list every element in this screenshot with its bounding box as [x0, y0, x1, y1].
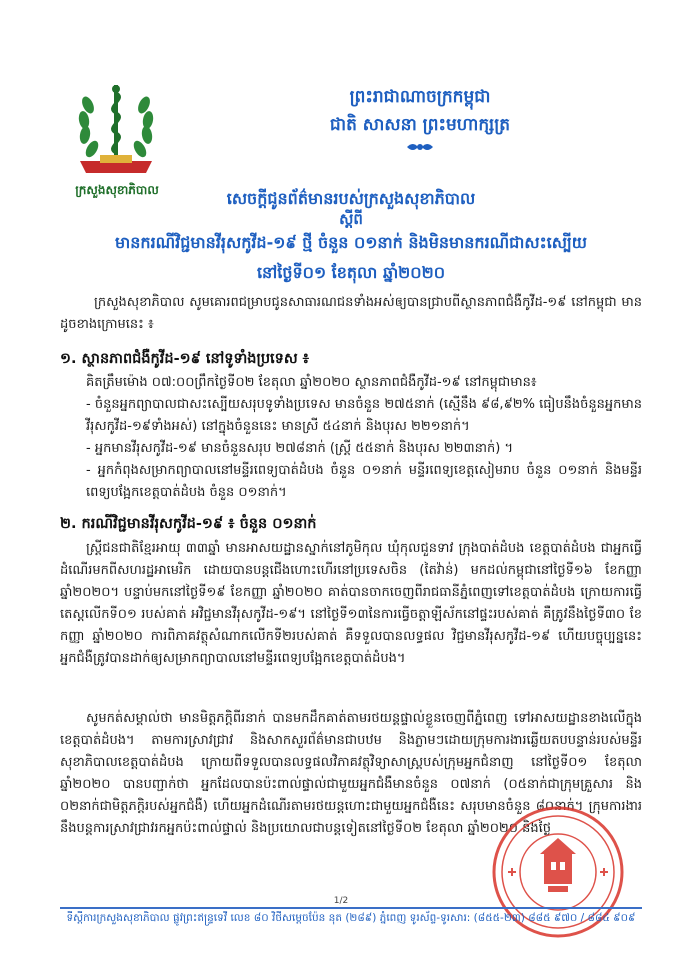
announcement-subject: មានករណីវិជ្ជមានវីរុសកូវីដ-១៩ ថ្មី ចំនួន ០១នាក់ និងមិនមានករណីជាសះស្បើយ	[115, 233, 587, 252]
national-motto: ជាតិ សាសនា ព្រះមហាក្សត្រ	[329, 115, 511, 135]
footer-address: ទីស្តីការក្រសួងសុខាភិបាល ផ្លូវព្រះឥន្ទ្រទេវី លេខ ៨០ វិថីសម្ដេចប៉ែន នុត (២៨៩) ភ្នំពេញ ទូរស័ព្ទ-ទូរសារ: (៨៥៥-២៣) ៨៨៥ ៩៧០ / ៨៨៤ ៩០៩	[66, 912, 636, 924]
section-2-paragraph-1: ស្ត្រីជនជាតិខ្មែរអាយុ ៣៣ឆ្នាំ មានអាសយដ្ឋានស្នាក់នៅភូមិកុល ឃុំកុលជួនទាវ ក្រុងបាត់ដំបង ខេត្តបាត់ដំបង ជាអ្នកធ្វើដំណើរមកពីសហរដ្ឋអាមេរិក ដោយបានបន្តជើងហោះហើរនៅប្រទេសចិន (តៃវ៉ាន់) មកដល់កម្ពុជានៅថ្ងៃទី១៦ ខែកញ្ញា ឆ្នាំ២០២០។ បន្ទាប់មកនៅថ្ងៃទី១៩ ខែកញ្ញា ឆ្នាំ២០២០ គាត់បានចាកចេញពីរាជធានីភ្នំពេញទៅខេត្តបាត់ដំបង ក្រោយការធ្វើតេស្តលើកទី០១ របស់គាត់ អវិជ្ជមានវីរុសកូវីដ-១៩។ នៅថ្ងៃទី១៣នៃការធ្វើចត្តាឡីស័កនៅផ្ទះរបស់គាត់ គឺត្រូវនឹងថ្ងៃទី៣០ ខែកញ្ញា ឆ្នាំ២០២០ ការពិភាគវត្ថុសំណាកលើកទី២របស់គាត់ គឺទទួលបានលទ្ធផល វិជ្ជមានវីរុសកូវីដ-១៩ ហើយបច្ចុប្បន្ននេះ អ្នកជំងឺត្រូវបានដាក់ឲ្យសម្រាកព្យាបាលនៅមន្ទីរពេទ្យបង្អែកខេត្តបាត់ដំបង។	[60, 541, 642, 666]
page-number: 1/2	[333, 896, 349, 906]
kingdom-heading: ព្រះរាជាណាចក្រកម្ពុជា	[349, 87, 491, 107]
section-1-bullet-total: - អ្នកមានវីរុសកូវីដ-១៩ មានចំនួនសរុប ២៧៨នាក់ (ស្ត្រី ៥៥នាក់ និងបុរស ២២៣នាក់) ។	[86, 441, 514, 456]
ministry-name: ក្រសួងសុខាភិបាល	[75, 183, 159, 197]
section-1-heading: ១. ស្ថានភាពជំងឺកូវីដ-១៩ នៅទូទាំងប្រទេស ៖	[60, 351, 310, 367]
section-2-heading: ២. ករណីវិជ្ជមានវីរុសកូវីដ-១៩ ៖ ចំនួន ០១នាក់	[60, 516, 317, 532]
announcement-title: សេចក្ដីជូនព័ត៌មានរបស់ក្រសួងសុខាភិបាល	[226, 189, 476, 208]
ministry-logo	[70, 75, 162, 183]
announcement-subject-label: ស្ដីពី	[339, 210, 363, 228]
footer-divider	[60, 907, 642, 909]
section-2-paragraph-2: សូមកត់សម្គាល់ថា មានមិត្តភក្តិពីរនាក់ បានមកដឹកគាត់តាមរថយន្តផ្ទាល់ខ្លួនចេញពីភ្នំពេញ ទៅអាសយដ្ឋានខាងលើក្នុងខេត្តបាត់ដំបង។ តាមការស្រាវជ្រាវ និងសាកសួរព័ត៌មានជាបឋម និងភ្លាមៗដោយក្រុមការងារឆ្លើយតបបន្ទាន់របស់មន្ទីរសុខាភិបាលខេត្តបាត់ដំបង ក្រោយពីទទួលបានលទ្ធផលវិភាគវត្ថុវិទ្យាសាស្ត្របស់ក្រុមអ្នកជំនាញ នៅថ្ងៃទី០១ ខែតុលា ឆ្នាំ២០២០ បានបញ្ជាក់ថា អ្នកដែលបានប៉ះពាល់ផ្ទាល់ជាមួយអ្នកជំងឺមានចំនួន ០៧នាក់ (០៥នាក់ជាក្រុមគ្រួសារ និង ០២នាក់ជាមិត្តភក្តិរបស់អ្នកជំងឺ) ហើយអ្នកដំណើរតាមរថយន្តហោះជាមួយអ្នកជំងឺនេះ សរុបមានចំនួន ៨០នាក់។ ក្រុមការងារនឹងបន្តការស្រាវជ្រាវរកអ្នកប៉ះពាល់ផ្ទាល់ និងប្រយោលជាបន្តទៀតនៅថ្ងៃទី០២ ខែតុលា ឆ្នាំ២០២០ និងថ្ងៃ	[60, 711, 642, 836]
section-1-bullet-recovered: - ចំនួនអ្នកព្យាបាលជាសះស្បើយសរុបទូទាំងប្រទេស មានចំនួន ២៧៥នាក់ (ស្មើនឹង ៩៨,៩២% ធៀបនឹងចំនួនអ្នកមានវីរុសកូវីដ-១៩ទាំងអស់) នៅក្នុងចំនួននេះ មានស្រី ៥៤នាក់ និងបុរស ២២១នាក់។	[86, 397, 642, 434]
announcement-date: នៅថ្ងៃទី០១ ខែតុលា ឆ្នាំ២០២០	[256, 263, 446, 282]
section-1-bullet-treatment: - អ្នកកំពុងសម្រាកព្យាបាលនៅមន្ទីរពេទ្យបាត់ដំបង ចំនួន ០១នាក់ មន្ទីរពេទ្យខេត្តសៀមរាប ចំនួន ០១នាក់ និងមន្ទីរពេទ្យបង្អែកខេត្តបាត់ដំបង ចំនួន ០១នាក់។	[86, 463, 642, 500]
intro-paragraph: ក្រសួងសុខាភិបាល សូមគោរពជម្រាបជូនសាធារណជនទាំងអស់ឲ្យបានជ្រាបពីស្ថានភាពជំងឺកូវីដ-១៩ នៅកម្ពុជា មានដូចខាងក្រោមនេះ ៖	[60, 295, 642, 332]
ornament-divider-icon	[405, 140, 435, 154]
section-1-body	[60, 372, 642, 504]
section-1-lead: គិតត្រឹមម៉ោង ០៧:០០ព្រឹកថ្ងៃទី០២ ខែតុលា ឆ្នាំ២០២០ ស្ថានភាពជំងឺកូវីដ-១៩ នៅកម្ពុជាមាន៖	[86, 375, 537, 390]
